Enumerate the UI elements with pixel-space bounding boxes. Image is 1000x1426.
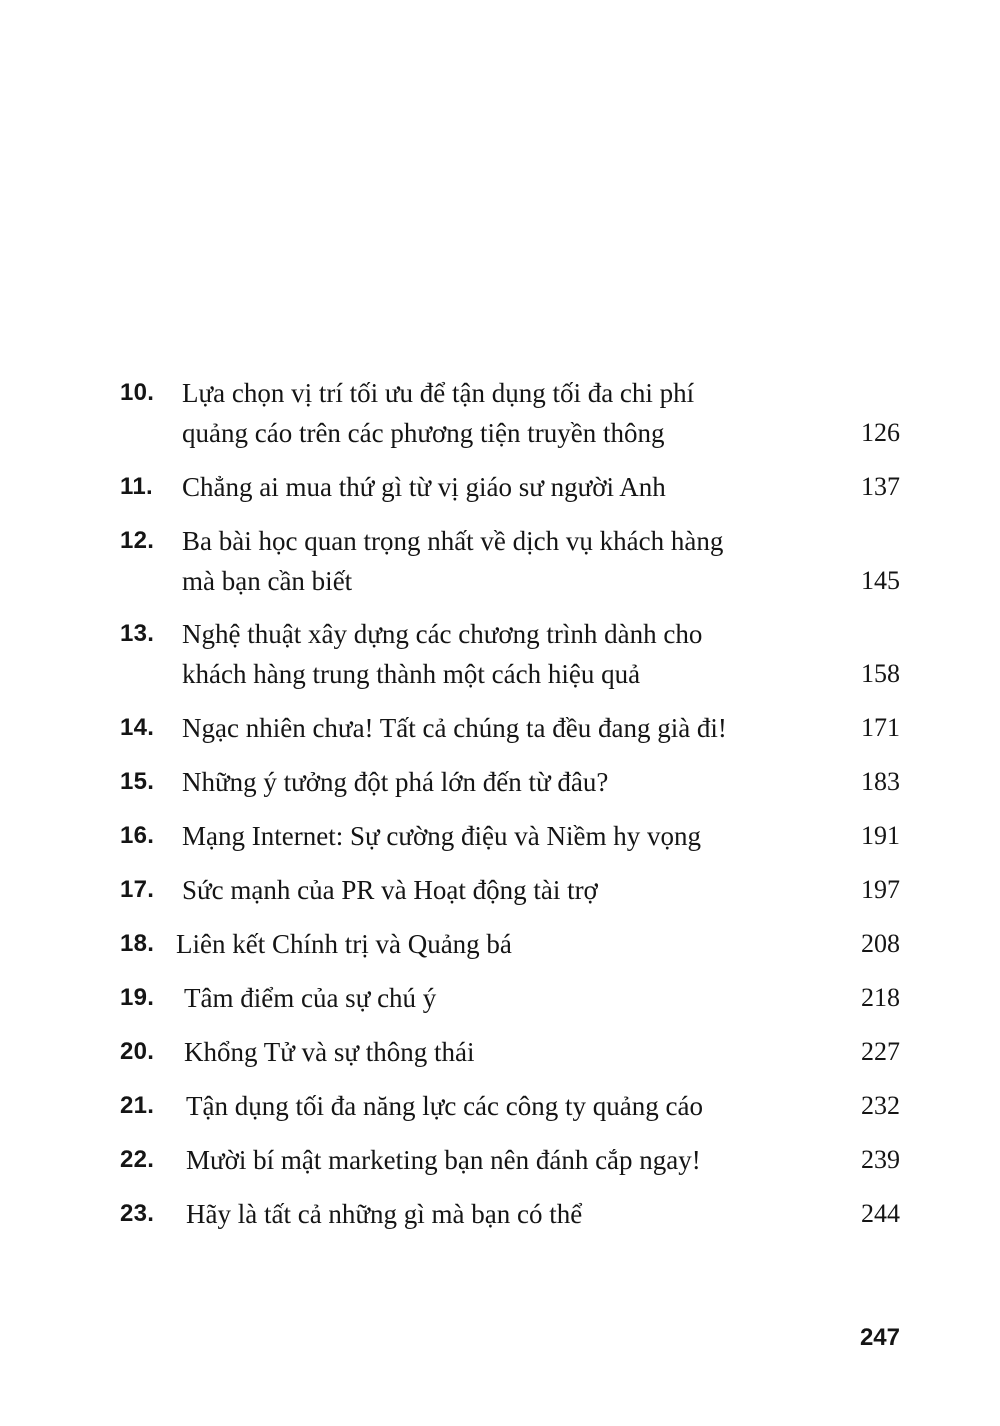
toc-entry-19 [120, 978, 900, 1018]
chapter-title [176, 924, 816, 964]
chapter-number: 11. [120, 473, 153, 500]
chapter-title-line: Sức mạnh của PR và Hoạt động tài trợ [182, 875, 598, 905]
toc-entry-20 [120, 1032, 900, 1072]
chapter-title-line: Tận dụng tối đa năng lực các công ty quảng cáo [186, 1091, 703, 1121]
chapter-page: 183 [861, 767, 900, 796]
toc-entry-23 [120, 1194, 900, 1234]
chapter-title-line: Nghệ thuật xây dựng các chương trình dành cho [182, 619, 703, 649]
chapter-title-line: mà bạn cần biết [182, 566, 353, 596]
chapter-number: 19. [120, 984, 155, 1011]
chapter-title [182, 521, 822, 601]
chapter-title-line: Lựa chọn vị trí tối ưu để tận dụng tối đa chi phí [182, 378, 695, 408]
toc-entry-14 [120, 708, 900, 748]
chapter-title [182, 762, 822, 802]
toc-entry-22 [120, 1140, 900, 1180]
chapter-title [186, 1086, 826, 1126]
toc-entry-21 [120, 1086, 900, 1126]
chapter-title [182, 373, 822, 453]
page-number: 247 [859, 1324, 900, 1351]
toc-entry-12 [120, 521, 900, 601]
chapter-page: 197 [861, 875, 900, 904]
chapter-number: 14. [120, 714, 155, 741]
chapter-title-line: Chẳng ai mua thứ gì từ vị giáo sư người Anh [182, 472, 666, 502]
toc-entry-11 [120, 467, 900, 507]
chapter-title-line: Mười bí mật marketing bạn nên đánh cắp ngay! [186, 1145, 701, 1175]
chapter-number: 22. [120, 1146, 155, 1173]
chapter-title-line: quảng cáo trên các phương tiện truyền thông [182, 418, 665, 448]
chapter-page: 239 [861, 1145, 900, 1174]
chapter-title [186, 1194, 826, 1234]
chapter-title [182, 708, 822, 748]
chapter-page: 126 [861, 418, 900, 447]
chapter-title-line: Mạng Internet: Sự cường điệu và Niềm hy vọng [182, 821, 701, 851]
chapter-page: 208 [861, 929, 900, 958]
chapter-page: 191 [861, 821, 900, 850]
chapter-title-line: Liên kết Chính trị và Quảng bá [176, 929, 512, 959]
chapter-page: 171 [861, 713, 900, 742]
chapter-page: 218 [861, 983, 900, 1012]
chapter-number: 21. [120, 1092, 155, 1119]
chapter-title [184, 1032, 824, 1072]
chapter-title-line: Ngạc nhiên chưa! Tất cả chúng ta đều đang già đi! [182, 713, 727, 743]
chapter-number: 16. [120, 822, 155, 849]
chapter-title-line: khách hàng trung thành một cách hiệu quả [182, 659, 641, 689]
chapter-page: 227 [861, 1037, 900, 1066]
chapter-page: 244 [861, 1199, 900, 1228]
chapter-title [186, 1140, 826, 1180]
toc-entry-10 [120, 373, 900, 453]
chapter-title [182, 816, 822, 856]
chapter-number: 17. [120, 876, 155, 903]
toc-entry-17 [120, 870, 900, 910]
chapter-number: 15. [120, 768, 155, 795]
chapter-title-line: Khổng Tử và sự thông thái [184, 1037, 475, 1067]
chapter-title-line: Tâm điểm của sự chú ý [184, 983, 437, 1013]
chapter-title [182, 870, 822, 910]
chapter-title-line: Hãy là tất cả những gì mà bạn có thể [186, 1199, 583, 1229]
chapter-number: 20. [120, 1038, 155, 1065]
chapter-page: 158 [861, 659, 900, 688]
toc-entry-15 [120, 762, 900, 802]
chapter-title [182, 614, 822, 694]
chapter-title [182, 467, 822, 507]
chapter-title [184, 978, 824, 1018]
chapter-number: 12. [120, 527, 155, 554]
chapter-number: 18. [120, 930, 155, 957]
toc-entry-18 [120, 924, 900, 964]
toc-entry-16 [120, 816, 900, 856]
chapter-page: 137 [861, 472, 900, 501]
chapter-page: 145 [861, 566, 900, 595]
chapter-title-line: Những ý tưởng đột phá lớn đến từ đâu? [182, 767, 609, 797]
chapter-number: 23. [120, 1200, 155, 1227]
chapter-number: 13. [120, 620, 155, 647]
chapter-title-line: Ba bài học quan trọng nhất về dịch vụ khách hàng [182, 526, 724, 556]
toc-entry-13 [120, 614, 900, 694]
chapter-page: 232 [861, 1091, 900, 1120]
chapter-number: 10. [120, 379, 155, 406]
